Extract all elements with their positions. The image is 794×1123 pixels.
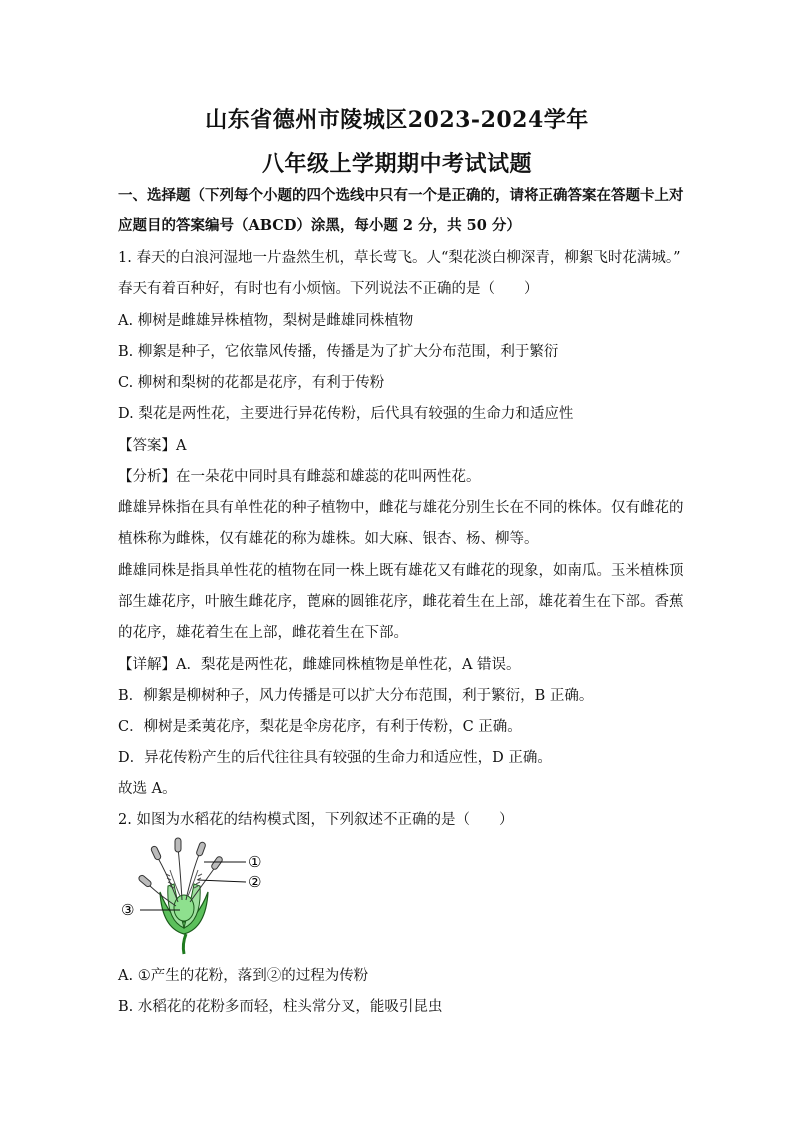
q1-detail-line: D．异花传粉产生的后代往往具有较强的生命力和适应性，D 正确。	[118, 750, 552, 766]
label-3: ③	[121, 901, 135, 919]
q1-analysis-line: 【分析】在一朵花中同时具有雌蕊和雄蕊的花叫两性花。	[118, 469, 481, 485]
rice-flower-diagram	[118, 836, 278, 956]
q1-stem-cont: 春天有着百种好，有时也有小烦恼。下列说法不正确的是（ ）	[118, 281, 539, 297]
q1-detail-line: 故选 A。	[118, 781, 177, 797]
q1-option-a: A. 柳树是雌雄异株植物，梨树是雌雄同株植物	[118, 313, 414, 329]
q1-option-b: B. 柳絮是种子，它依靠风传播，传播是为了扩大分布范围，利于繁衍	[118, 344, 559, 360]
q1-analysis-line: 的花序，雄花着生在上部，雌花着生在下部。	[118, 625, 408, 641]
q1-answer: 【答案】A	[118, 438, 187, 454]
q2-option-b: B. 水稻花的花粉多而轻，柱头常分叉，能吸引昆虫	[118, 999, 443, 1015]
q1-detail-line: B．柳絮是柳树种子，风力传播是可以扩大分布范围，利于繁衍，B 正确。	[118, 688, 594, 704]
page-subtitle: 八年级上学期期中考试试题	[261, 151, 532, 177]
label-1: ①	[248, 853, 262, 871]
section-heading: 一、选择题（下列每个小题的四个选线中只有一个是正确的，请将正确答案在答题卡上对	[118, 187, 684, 204]
q1-analysis-line: 雌雄异株指在具有单性花的种子植物中，雌花与雄花分别生长在不同的株体。仅有雌花的	[118, 500, 684, 516]
page-title: 山东省德州市陵城区2023-2024学年	[205, 107, 589, 133]
q1-detail-line: C．柳树是柔荑花序，梨花是伞房花序，有利于传粉，C 正确。	[118, 719, 522, 735]
q1-detail-line: 【详解】A．梨花是两性花，雌雄同株植物是单性花，A 错误。	[118, 657, 521, 673]
label-2: ②	[248, 873, 262, 891]
q1-stem: 1. 春天的白浪河湿地一片盎然生机，草长莺飞。人“梨花淡白柳深青，柳絮飞时花满城。”	[118, 250, 681, 266]
q2-option-a: A. ①产生的花粉，落到②的过程为传粉	[118, 968, 369, 984]
q1-analysis-line: 部生雄花序，叶腋生雌花序，蓖麻的圆锥花序，雌花着生在上部，雄花着生在下部。香蕉	[118, 594, 684, 610]
q1-option-c: C. 柳树和梨树的花都是花序，有利于传粉	[118, 375, 385, 391]
q1-analysis-line: 植株称为雌株，仅有雄花的称为雄株。如大麻、银杏、杨、柳等。	[118, 531, 539, 547]
q1-analysis-line: 雌雄同株是指具单性花的植物在同一株上既有雄花又有雌花的现象，如南瓜。玉米植株顶	[118, 563, 684, 579]
q1-option-d: D. 梨花是两性花，主要进行异花传粉，后代具有较强的生命力和适应性	[118, 406, 574, 422]
section-heading-cont: 应题目的答案编号（ABCD）涂黑，每小题 2 分，共 50 分）	[118, 217, 521, 234]
q2-stem: 2. 如图为水稻花的结构模式图，下列叙述不正确的是（ ）	[118, 812, 514, 828]
